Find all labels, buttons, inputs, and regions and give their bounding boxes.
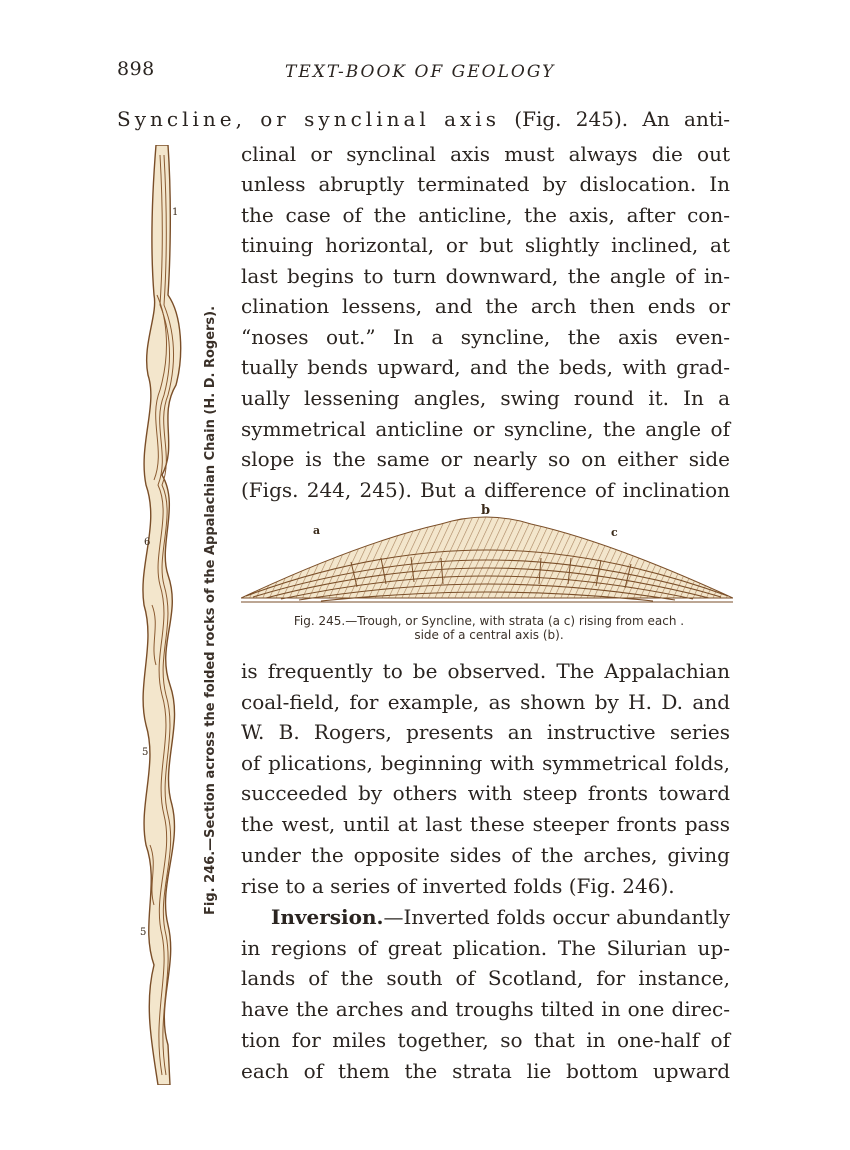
section-number-6: 6 <box>144 537 151 548</box>
text-line: rise to a series of inverted folds (Fig. 246). <box>241 874 675 898</box>
inversion-first-line <box>271 905 730 929</box>
label-b: b <box>481 503 491 518</box>
term-or: or <box>260 107 290 131</box>
text-line: tually bends upward, and the beds, with grad- <box>241 355 730 379</box>
figure-246-caption: Fig. 246.—Section across the folded rocks of the Appalachian Chain (H. D. Rogers). <box>203 305 218 915</box>
first-line-rest: (Fig. 245). An anti- <box>514 107 731 131</box>
text-line: W. B. Rogers, presents an instructive series <box>241 720 730 744</box>
text-line: is frequently to be observed. The Appalachian <box>241 659 730 683</box>
term-synclinal: synclinal <box>304 107 430 131</box>
text-line: tion for miles together, so that in one-half of <box>241 1028 730 1052</box>
text-line: (Figs. 244, 245). But a difference of inclination <box>241 478 730 502</box>
term-syncline: Syncline, <box>117 107 246 131</box>
figure-245-caption-line2: side of a central axis (b). <box>414 628 564 642</box>
text-line: unless abruptly terminated by dislocation. In <box>241 172 730 196</box>
syncline-figure <box>241 502 733 612</box>
inversion-rest: —Inverted folds occur abundantly <box>383 905 730 929</box>
appalachian-section-figure <box>138 145 188 1085</box>
text-line-first <box>117 107 730 131</box>
text-line: the west, until at last these steeper fronts pass <box>241 812 730 836</box>
text-line: have the arches and troughs tilted in one direc- <box>241 997 730 1021</box>
text-line: “noses out.” In a syncline, the axis even- <box>241 325 730 349</box>
text-line: ually lessening angles, swing round it. In a <box>241 386 730 410</box>
section-heading-inversion: Inversion. <box>271 905 384 929</box>
text-line: coal-field, for example, as shown by H. D. and <box>241 690 730 714</box>
text-line: last begins to turn downward, the angle of in- <box>241 264 730 288</box>
text-line: in regions of great plication. The Silurian up- <box>241 936 730 960</box>
text-line: clination lessens, and the arch then ends or <box>241 294 730 318</box>
text-line: of plications, beginning with symmetrical folds, <box>241 751 730 775</box>
text-line: lands of the south of Scotland, for instance, <box>241 966 730 990</box>
running-head: TEXT-BOOK OF GEOLOGY <box>285 62 556 82</box>
text-line: symmetrical anticline or syncline, the angle of <box>241 417 730 441</box>
text-line: succeeded by others with steep fronts toward <box>241 781 730 805</box>
text-line: slope is the same or nearly so on either side <box>241 447 730 471</box>
page-number: 898 <box>117 58 155 80</box>
text-line: the case of the anticline, the axis, after con- <box>241 203 730 227</box>
text-line: tinuing horizontal, or but slightly inclined, at <box>241 233 730 257</box>
text-line: each of them the strata lie bottom upward <box>241 1059 730 1083</box>
section-number-5b: 5 <box>140 927 147 938</box>
term-axis: axis <box>444 107 500 131</box>
text-line: under the opposite sides of the arches, giving <box>241 843 730 867</box>
label-c: c <box>611 526 618 539</box>
section-number-1: 1 <box>172 207 179 218</box>
figure-245-caption-line1: Fig. 245.—Trough, or Syncline, with strata (a c) rising from each . <box>293 614 685 628</box>
text-line: clinal or synclinal axis must always die out <box>241 142 730 166</box>
label-a: a <box>313 524 321 537</box>
section-number-5: 5 <box>142 747 149 758</box>
